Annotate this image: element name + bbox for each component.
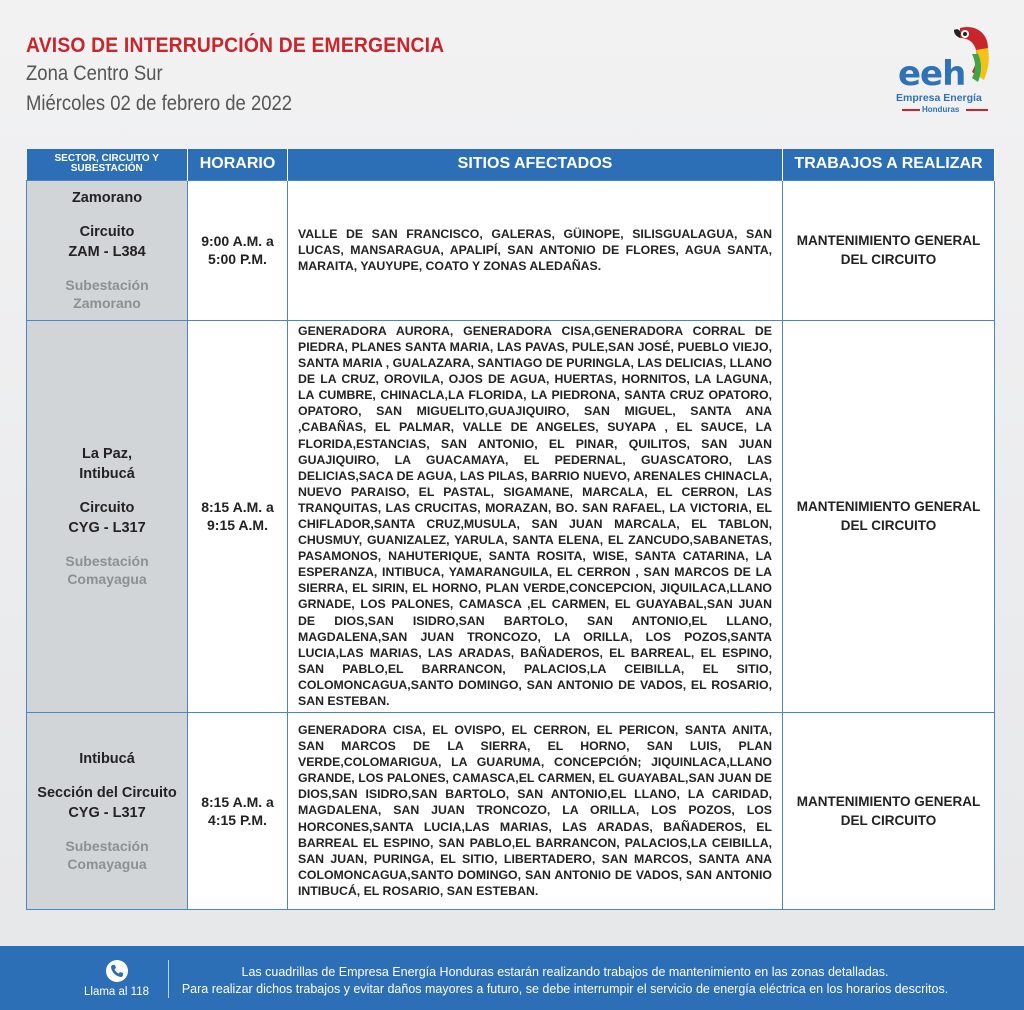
- horario-end: 9:15 A.M.: [207, 517, 268, 533]
- interruption-table: [26, 149, 995, 910]
- eeh-logo: [892, 24, 996, 119]
- table-row: [27, 180, 995, 320]
- horario-start: 8:15 A.M. a: [201, 499, 274, 515]
- trabajos-line2: DEL CIRCUITO: [840, 518, 937, 533]
- horario-end: 5:00 P.M.: [208, 251, 267, 267]
- phone-icon[interactable]: [106, 960, 128, 982]
- horario-cell: [188, 320, 288, 712]
- footer-line1: Las cuadrillas de Empresa Energía Honduras estarán realizando trabajos de mantenimiento en las zonas detalladas.: [241, 965, 889, 979]
- trabajos-line2: DEL CIRCUITO: [840, 812, 937, 828]
- header-trabajos: TRABAJOS A REALIZAR: [783, 149, 995, 180]
- circuit-label: Sección del Circuito: [37, 784, 177, 801]
- circuit-code: CYG - L317: [68, 804, 146, 821]
- zone-subtitle: Zona Centro Sur: [26, 62, 163, 85]
- sitios-cell: GENERADORA CISA, EL OVISPO, EL CERRON, EL PERICON, SANTA ANITA, SAN MARCOS DE LA SIERRA, EL HORNO, SAN LUIS, PLAN VERDE,COLOMARIGUA, LA GUARUMA, CONCEPCIÓN; JIQUINLACA,LLANO GRANDE, LOS PALONES, CAMASCA,EL CARMEN, EL GUAYABAL,SAN JUAN DE DIOS,SAN ISIDRO,SAN BARTOLO, SAN ANTONIO,EL LLANO, LA CARIDAD, MAGDALENA, SAN JUAN TRONCOZO, LA ORILLA, LOS POZOS, LOS HORCONES,SANTA LUCIA,LAS MARIAS, LAS ARADAS, BAÑADEROS, EL BARREAL EL ESPINO, SAN PABLO,EL BARRANCON, PALACIOS,LA CEIBILLA, SAN JUAN, PURINGA, EL SITIO, LIBERTADERO, SAN MARCOS, SANTA ANA COLOMONCAGUA,SANTO DOMINGO, SAN ANTONIO DE VADOS, SAN ANTONIO INTIBUCÁ, EL ROSARIO, SAN ESTEBAN.: [288, 712, 783, 909]
- footer: [0, 946, 1024, 1010]
- table-row: [27, 320, 995, 712]
- trabajos-line1: MANTENIMIENTO GENERAL: [796, 793, 981, 809]
- sitios-cell: VALLE DE SAN FRANCISCO, GALERAS, GÜINOPE, SILISGUALAGUA, SAN LUCAS, MANSARAGUA, APALIPÍ, SAN ANTONIO DE FLORES, AGUA SANTA, MARAITA, YAUYUPE, COATO Y ZONAS ALEDAÑAS.: [288, 180, 783, 320]
- logo-divider-left: [902, 109, 920, 111]
- trabajos-line2: DEL CIRCUITO: [840, 252, 937, 267]
- phone-label[interactable]: Llama al 118: [84, 986, 149, 998]
- circuit-label: Circuito: [79, 500, 135, 516]
- substation-label: Subestación: [65, 837, 149, 854]
- trabajos-cell: [783, 320, 995, 712]
- sector-name: Zamorano: [71, 190, 143, 206]
- substation-name: Zamorano: [73, 295, 141, 311]
- sector-name: Intibucá: [79, 750, 135, 767]
- table-header-row: [27, 149, 995, 180]
- circuit-label: Circuito: [79, 224, 135, 240]
- trabajos-line1: MANTENIMIENTO GENERAL: [796, 499, 981, 514]
- header-sitios: SITIOS AFECTADOS: [288, 149, 783, 180]
- substation-label: Subestación: [65, 553, 149, 569]
- logo-divider-right: [966, 109, 988, 111]
- logo-wordmark: eeh: [898, 54, 966, 94]
- logo-country: Honduras: [922, 105, 960, 114]
- table-row: [27, 712, 995, 909]
- sector-cell: [27, 320, 188, 712]
- footer-text: [180, 964, 950, 998]
- horario-start: 9:00 A.M. a: [201, 233, 274, 249]
- horario-cell: [188, 712, 288, 909]
- substation-label: Subestación: [65, 277, 149, 293]
- sitios-cell: GENERADORA AURORA, GENERADORA CISA,GENERADORA CORRAL DE PIEDRA, PLANES SANTA MARIA, LAS PAVAS, PULE,SAN JOSÉ, PUEBLO VIEJO, SANTA MARIA , GUALAZARA, SANTIAGO DE PURINGLA, LAS DELICIAS, LLANO DE LA CRUZ, OROVILA, OJOS DE AGUA, HUERTAS, HORNITOS, LA LAGUNA, LA CUMBRE, CHINACLA,LA FLORIDA, LA PIEDRONA, SANTA CRUZ OPATORO, OPATORO, SAN MIGUELITO,GUAJIQUIRO, SAN MIGUEL, SANTA ANA ,CABAÑAS, EL PALMAR, VALLE DE ANGELES, SUYAPA , EL SAUCE, LA FLORIDA,ESTANCIAS, SAN ANTONIO, EL PINAR, QUILITOS, SAN JUAN GUAJIQUIRO, LA GUACAMAYA, EL PEDERNAL, GUASCATORO, LAS DELICIAS,SACA DE AGUA, LAS PILAS, BARRIO NUEVO, ARENALES CHINACLA, NUEVO PARAISO, EL PASTAL, SIGAMANE, MARCALA, EL CERRON, LAS TRANQUITAS, LAS CRUCITAS, MORAZAN, BO. SAN RAFAEL, LA VICTORIA, EL CHIFLADOR,SANTA CRUZ,MUSULA, SAN JUAN MARCALA, EL TABLON, CHUSMUY, GUANIZALEZ, YARULA, SANTA ELENA, EL ZANCUDO,SABANETAS, PASAMONOS, NAHUTERIQUE, SANTA ROSITA, WISE, SANTA CATARINA, LA ESPERANZA, INTIBUCA, YAMARANGUILA, EL CERRON , SAN MARCOS DE LA SIERRA, EL SIRIN, EL HORNO, PLAN VERDE,CONCEPCION, JIQUILACA,LLANO GRNADE, LOS PALONES, CAMASCA ,EL CARMEN, EL GUAYABAL,SAN JUAN DE DIOS,SAN ISIDRO,SAN BARTOLO, SAN ANTONIO,EL LLANO, MAGDALENA,SAN JUAN TRONCOZO, LA ORILLA, LOS POZOS,SANTA LUCIA,LAS MARIAS, LAS ARADAS, BAÑADEROS, EL BARREAL, EL ESPINO, SAN PABLO,EL BARRANCON, PALACIOS,LA CEIBILLA, EL SITIO, COLOMONCAGUA,SANTO DOMINGO, SAN ANTONIO DE VADOS, EL ROSARIO, SAN ESTEBAN.: [288, 320, 783, 712]
- footer-line2: Para realizar dichos trabajos y evitar daños mayores a futuro, se debe interrumpir el servicio de energía eléctrica en los horarios descritos.: [181, 982, 949, 996]
- trabajos-cell: [783, 712, 995, 909]
- substation-name: Comayagua: [67, 855, 147, 872]
- sector-cell: [27, 712, 188, 909]
- horario-start: 8:15 A.M. a: [201, 793, 274, 810]
- header-sector: SECTOR, CIRCUITO Y SUBESTACIÓN: [27, 149, 188, 180]
- horario-cell: [188, 180, 288, 320]
- circuit-code: CYG - L317: [68, 520, 146, 536]
- trabajos-line1: MANTENIMIENTO GENERAL: [796, 233, 981, 248]
- sector-cell: [27, 180, 188, 320]
- footer-divider: [168, 960, 169, 998]
- header-horario: HORARIO: [188, 149, 288, 180]
- logo-brand: Empresa Energía: [896, 92, 982, 104]
- header: [26, 34, 481, 116]
- substation-name: Comayagua: [67, 571, 147, 587]
- horario-end: 4:15 P.M.: [208, 811, 267, 828]
- sector-name: La Paz,: [82, 446, 132, 462]
- notice-date: Miércoles 02 de febrero de 2022: [26, 92, 293, 115]
- circuit-code: ZAM - L384: [68, 244, 146, 260]
- page-title: AVISO DE INTERRUPCIÓN DE EMERGENCIA: [26, 34, 445, 57]
- trabajos-cell: [783, 180, 995, 320]
- sector-name-2: Intibucá: [79, 466, 135, 482]
